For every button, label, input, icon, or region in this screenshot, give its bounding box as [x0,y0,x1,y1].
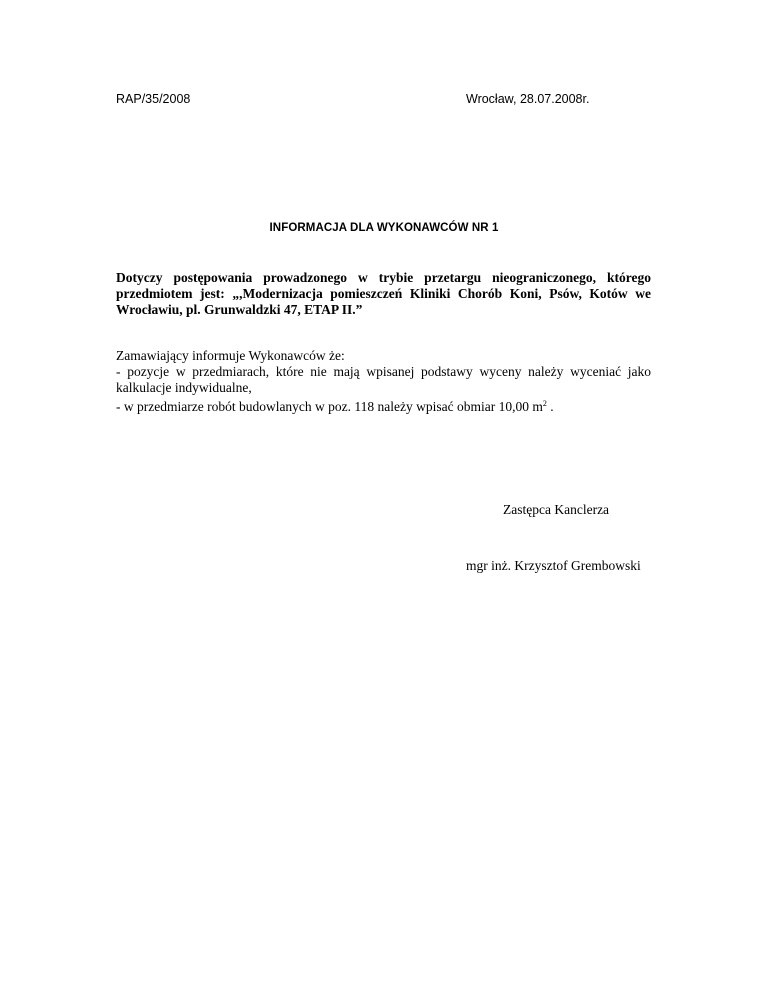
subject-line-3: Wrocławiu, pl. Grunwaldzki 47, ETAP II.” [116,302,363,317]
info-intro: Zamawiający informuje Wykonawców że: [116,348,345,363]
signer-role: Zastępca Kanclerza [503,502,610,517]
place-and-date: Wrocław, 28.07.2008r. [466,92,590,106]
subject-paragraph [116,270,651,318]
info-item-2-end: . [546,399,554,414]
subject-line-1: Dotyczy postępowania prowadzonego w trybie przetargu nieograniczonego, którego [116,270,651,285]
reference-number: RAP/35/2008 [116,92,191,106]
signer-name: mgr inż. Krzysztof Grembowski [466,558,641,573]
subject-line-2: przedmiotem jest: „,Modernizacja pomieszczeń Kliniki Chorób Koni, Psów, Kotów we [116,286,651,301]
square-meter-superscript: 2 [542,399,547,408]
info-item-2 [116,396,554,415]
info-item-1 [116,364,651,396]
info-item-2-text: - w przedmiarze robót budowlanych w poz. 118 należy wpisać obmiar 10,00 m [116,399,543,414]
info-item-1-line-1: - pozycje w przedmiarach, które nie mają wpisanej podstawy wyceny należy wyceniać jako [116,364,651,379]
info-item-1-line-2: kalkulacje indywidualne, [116,380,252,395]
document-title: INFORMACJA DLA WYKONAWCÓW NR 1 [269,222,499,234]
